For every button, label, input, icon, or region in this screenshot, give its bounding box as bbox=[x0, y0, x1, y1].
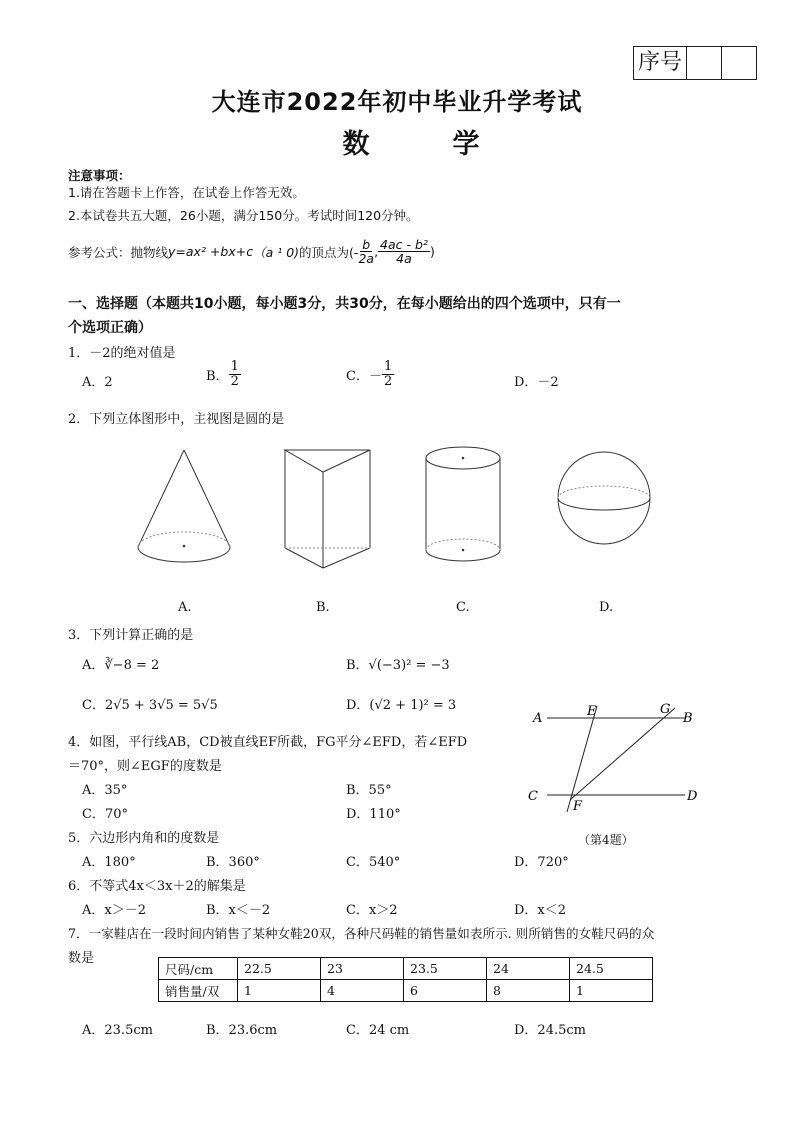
formula-cond: （a ¹ 0) bbox=[253, 244, 300, 260]
fraction-denominator: 2 bbox=[383, 373, 393, 389]
point-label: F bbox=[573, 799, 583, 814]
table-cell: 销售量/双 bbox=[159, 980, 238, 1002]
q7-stem: 7．一家鞋店在一段时间内销售了某种女鞋20双，各种尺码鞋的销售量如表所示. 则所销售的女鞋尺码的众 bbox=[68, 926, 655, 941]
figure-label: A. bbox=[178, 600, 192, 615]
sphere-figure bbox=[558, 452, 650, 544]
table-cell: 4 bbox=[321, 980, 404, 1002]
notice-heading: 注意事项： bbox=[68, 168, 131, 183]
serial-cell bbox=[722, 47, 756, 79]
fraction-numerator: b bbox=[362, 237, 371, 252]
table-cell: 6 bbox=[404, 980, 487, 1002]
cylinder-figure bbox=[426, 447, 500, 561]
exam-subject: 数 学 bbox=[342, 129, 508, 160]
q6-option-c: C．x＞2 bbox=[346, 903, 398, 918]
q4-option-c: C．70° bbox=[82, 807, 128, 822]
point-label: A bbox=[533, 711, 543, 726]
table-cell: 8 bbox=[487, 980, 570, 1002]
line-fg bbox=[570, 708, 675, 800]
q3-option-a: A．∛−8 = 2 bbox=[82, 658, 160, 673]
q5-option-c: C．540° bbox=[346, 855, 401, 870]
point-label: G bbox=[660, 702, 671, 717]
q7-option-a: A．23.5cm bbox=[82, 1023, 153, 1038]
point-label: B bbox=[683, 711, 693, 726]
q4-caption: （第4题） bbox=[578, 833, 634, 847]
q6-stem: 6．不等式4x＜3x＋2的解集是 bbox=[68, 879, 246, 894]
fraction-numerator: 1 bbox=[383, 359, 393, 374]
table-cell: 24.5 bbox=[570, 958, 653, 980]
q6-option-a: A．x＞－2 bbox=[82, 903, 146, 918]
fraction bbox=[382, 360, 394, 388]
vertex-y-fraction bbox=[378, 238, 430, 265]
q5-stem: 5．六边形内角和的度数是 bbox=[68, 831, 220, 846]
q6-option-d: D．x＜2 bbox=[514, 903, 567, 918]
point-label: C bbox=[528, 789, 538, 804]
formula-mid: 的顶点为(- bbox=[299, 244, 359, 260]
fraction-denominator: 2a bbox=[358, 251, 375, 267]
table-cell: 22.5 bbox=[238, 958, 321, 980]
q2-stem: 2．下列立体图形中，主视图是圆的是 bbox=[68, 412, 285, 427]
table-cell: 1 bbox=[570, 980, 653, 1002]
q4-option-b: B．55° bbox=[346, 783, 392, 798]
solid-figures bbox=[130, 440, 690, 580]
table-cell: 24 bbox=[487, 958, 570, 980]
figure-label: D. bbox=[599, 600, 614, 615]
q5-option-d: D．720° bbox=[514, 855, 569, 870]
section-heading-cont: 个选项正确） bbox=[68, 320, 152, 336]
q1-option-a: A．2 bbox=[82, 375, 113, 390]
point-label: D bbox=[687, 789, 698, 804]
table-cell: 23 bbox=[321, 958, 404, 980]
serial-label: 序号 bbox=[634, 47, 687, 79]
q4-geometry-figure bbox=[525, 700, 705, 820]
q7-stem-cont: 数是 bbox=[68, 951, 95, 966]
shoe-sales-table bbox=[158, 957, 653, 1002]
q3-option-b: B．√(−3)² = −3 bbox=[346, 658, 450, 673]
point-label: E bbox=[587, 704, 597, 719]
q1-option-d: D．－2 bbox=[514, 375, 559, 390]
serial-number-box bbox=[633, 46, 757, 80]
q4-stem-cont: ＝70°，则∠EGF的度数是 bbox=[68, 759, 222, 774]
q6-option-b: B．x＜－2 bbox=[206, 903, 271, 918]
table-row bbox=[159, 958, 653, 980]
vertex-x-fraction bbox=[358, 238, 374, 265]
serial-cell bbox=[687, 47, 722, 79]
triangular-prism-figure bbox=[285, 450, 370, 568]
q5-option-b: B．360° bbox=[206, 855, 260, 870]
fraction-denominator: 4a bbox=[396, 251, 412, 267]
notice-line: 2.本试卷共五大题，26小题，满分150分。考试时间120分钟。 bbox=[68, 208, 419, 223]
table-cell: 1 bbox=[238, 980, 321, 1002]
q3-stem: 3．下列计算正确的是 bbox=[68, 628, 194, 643]
fraction bbox=[229, 360, 241, 388]
table-row bbox=[159, 980, 653, 1002]
section-heading: 一、选择题（本题共10小题，每小题3分，共30分，在每小题给出的四个选项中，只有一 bbox=[68, 296, 621, 312]
fraction-numerator: 1 bbox=[230, 359, 239, 374]
formula-close: ) bbox=[429, 244, 435, 260]
table-cell: 尺码/cm bbox=[159, 958, 238, 980]
formula-y: y bbox=[168, 244, 176, 260]
q4-option-d: D．110° bbox=[346, 807, 401, 822]
reference-formula bbox=[68, 238, 435, 265]
q3-option-c: C．2√5 + 3√5 = 5√5 bbox=[82, 698, 218, 713]
q7-option-c: C．24 cm bbox=[346, 1023, 410, 1038]
formula-prefix: 参考公式：抛物线 bbox=[68, 244, 169, 260]
formula-comma: , bbox=[374, 244, 379, 260]
exam-title: 大连市2022年初中毕业升学考试 bbox=[211, 88, 583, 116]
q7-option-d: D．24.5cm bbox=[514, 1023, 586, 1038]
q4-stem: 4．如图，平行线AB，CD被直线EF所截，FG平分∠EFD，若∠EFD bbox=[68, 735, 468, 750]
option-letter: C．－ bbox=[346, 368, 382, 384]
q1-option-b bbox=[206, 360, 241, 388]
line-ef bbox=[567, 706, 597, 812]
fraction-numerator: 4ac - b² bbox=[380, 237, 428, 252]
notice-line: 1.请在答题卡上作答，在试卷上作答无效。 bbox=[68, 185, 305, 200]
figure-label: C. bbox=[456, 600, 470, 615]
q3-option-d: D．(√2 + 1)² = 3 bbox=[346, 698, 457, 713]
table-cell: 23.5 bbox=[404, 958, 487, 980]
q4-option-a: A．35° bbox=[82, 783, 128, 798]
cone-figure bbox=[138, 450, 230, 562]
q1-stem: 1．－2的绝对值是 bbox=[68, 346, 176, 361]
figure-label: B. bbox=[316, 600, 330, 615]
option-letter: B． bbox=[206, 368, 229, 384]
q1-option-c bbox=[346, 360, 394, 388]
q5-option-a: A．180° bbox=[82, 855, 136, 870]
q7-option-b: B．23.6cm bbox=[206, 1023, 278, 1038]
formula-expr: =ax² +bx+c bbox=[175, 244, 254, 260]
fraction-denominator: 2 bbox=[230, 373, 239, 389]
